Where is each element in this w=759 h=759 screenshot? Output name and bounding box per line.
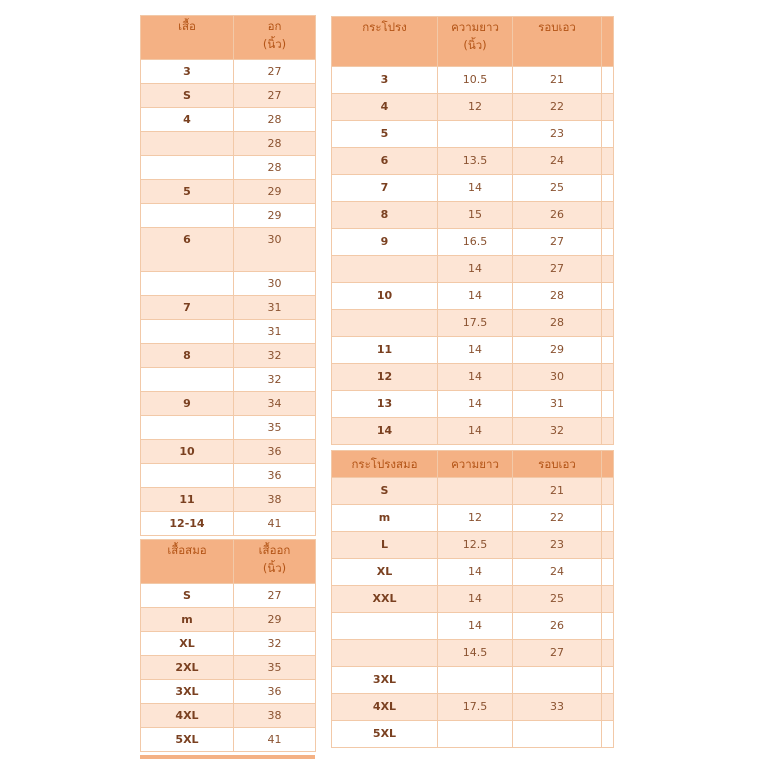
- cell-size: S: [332, 478, 438, 505]
- cell-size: 5: [332, 121, 438, 148]
- cell-extra: [602, 640, 614, 667]
- cell-extra: [602, 148, 614, 175]
- cell-size: 12: [332, 364, 438, 391]
- cell-size: [332, 640, 438, 667]
- cell-size: XXL: [332, 586, 438, 613]
- cell-chest: 27: [234, 84, 316, 108]
- cell-extra: [602, 310, 614, 337]
- cell-size: [141, 132, 234, 156]
- cell-extra: [602, 94, 614, 121]
- cell-waist: 27: [513, 256, 602, 283]
- table-row: [141, 392, 316, 416]
- cell-size: 5XL: [141, 728, 234, 752]
- smock-skirt-table-header: [332, 451, 614, 478]
- cell-length: 14: [438, 391, 513, 418]
- cell-length: [438, 478, 513, 505]
- cell-size: m: [141, 608, 234, 632]
- cell-extra: [602, 175, 614, 202]
- table-row: [332, 256, 614, 283]
- cell-chest: 28: [234, 156, 316, 180]
- cell-waist: 32: [513, 418, 602, 445]
- cell-chest: 38: [234, 488, 316, 512]
- cell-waist: 31: [513, 391, 602, 418]
- shirt-table-header: [141, 16, 316, 60]
- cell-extra: [602, 229, 614, 256]
- cell-chest: 41: [234, 728, 316, 752]
- cell-extra: [602, 418, 614, 445]
- cell-extra: [602, 721, 614, 748]
- cell-chest: 29: [234, 204, 316, 228]
- table-row: [332, 310, 614, 337]
- cell-length: 14: [438, 256, 513, 283]
- cell-size: [332, 256, 438, 283]
- cell-size: 14: [332, 418, 438, 445]
- table-row: [141, 156, 316, 180]
- cell-chest: 38: [234, 704, 316, 728]
- cell-chest: 30: [234, 228, 316, 272]
- cell-length: 14: [438, 418, 513, 445]
- header-length: ความยาว: [438, 451, 513, 478]
- cell-waist: 22: [513, 505, 602, 532]
- table-row: [141, 632, 316, 656]
- cell-size: S: [141, 84, 234, 108]
- table-row: [332, 640, 614, 667]
- cell-length: 14: [438, 337, 513, 364]
- skirt-table-header: [332, 17, 614, 67]
- cell-size: [332, 613, 438, 640]
- cell-length: 14: [438, 559, 513, 586]
- header-chest: เสื้ออก (นิ้ว): [234, 540, 316, 584]
- cell-chest: 36: [234, 440, 316, 464]
- cell-waist: 23: [513, 121, 602, 148]
- cell-size: 11: [141, 488, 234, 512]
- table-row: [141, 488, 316, 512]
- header-waist: รอบเอว: [513, 17, 602, 67]
- cell-size: 9: [332, 229, 438, 256]
- cell-chest: 35: [234, 416, 316, 440]
- table-row: [332, 94, 614, 121]
- cell-waist: 28: [513, 283, 602, 310]
- cell-size: 6: [332, 148, 438, 175]
- table-row: [141, 60, 316, 84]
- cell-waist: 28: [513, 310, 602, 337]
- cell-size: [332, 310, 438, 337]
- cell-extra: [602, 532, 614, 559]
- cell-size: 3XL: [141, 680, 234, 704]
- cell-size: 6: [141, 228, 234, 272]
- cell-waist: 30: [513, 364, 602, 391]
- cell-size: 5: [141, 180, 234, 204]
- cell-size: 13: [332, 391, 438, 418]
- table-row: [332, 559, 614, 586]
- shirt-size-table: [140, 15, 316, 536]
- cell-waist: [513, 721, 602, 748]
- cell-waist: 21: [513, 67, 602, 94]
- cell-extra: [602, 391, 614, 418]
- cell-size: XL: [332, 559, 438, 586]
- cell-size: 3: [332, 67, 438, 94]
- table-row: [141, 204, 316, 228]
- cell-waist: 26: [513, 202, 602, 229]
- table-row: [332, 613, 614, 640]
- cell-extra: [602, 202, 614, 229]
- table-row: [332, 586, 614, 613]
- cell-size: 2XL: [141, 656, 234, 680]
- table-row: [332, 148, 614, 175]
- cell-size: 7: [332, 175, 438, 202]
- cell-length: 14: [438, 613, 513, 640]
- cell-chest: 27: [234, 584, 316, 608]
- skirt-size-table: [331, 16, 614, 445]
- cell-chest: 34: [234, 392, 316, 416]
- cell-length: 17.5: [438, 310, 513, 337]
- cell-size: [141, 272, 234, 296]
- cell-extra: [602, 478, 614, 505]
- cell-waist: 26: [513, 613, 602, 640]
- table-row: [141, 416, 316, 440]
- table-row: [141, 84, 316, 108]
- table-row: [141, 680, 316, 704]
- table-row: [332, 121, 614, 148]
- table-row: [141, 656, 316, 680]
- cell-chest: 31: [234, 320, 316, 344]
- cell-size: 3: [141, 60, 234, 84]
- table-row: [332, 283, 614, 310]
- table-row: [141, 512, 316, 536]
- table-row: [141, 608, 316, 632]
- cell-chest: 32: [234, 632, 316, 656]
- cell-size: 7: [141, 296, 234, 320]
- table-row: [141, 228, 316, 272]
- cell-waist: 22: [513, 94, 602, 121]
- cell-size: 10: [332, 283, 438, 310]
- cell-length: 12: [438, 94, 513, 121]
- cell-size: 4XL: [332, 694, 438, 721]
- cell-length: 16.5: [438, 229, 513, 256]
- table-row: [332, 364, 614, 391]
- table-row: [332, 229, 614, 256]
- table-row: [141, 584, 316, 608]
- header-size: เสื้อสมอ: [141, 540, 234, 584]
- cell-waist: 25: [513, 586, 602, 613]
- cell-extra: [602, 613, 614, 640]
- cell-length: 10.5: [438, 67, 513, 94]
- cell-extra: [602, 364, 614, 391]
- cell-chest: 29: [234, 180, 316, 204]
- table-row: [141, 728, 316, 752]
- cell-size: m: [332, 505, 438, 532]
- cell-size: 11: [332, 337, 438, 364]
- cell-size: 4: [332, 94, 438, 121]
- header-length: ความยาว (นิ้ว): [438, 17, 513, 67]
- table-row: [141, 272, 316, 296]
- cell-waist: 21: [513, 478, 602, 505]
- table-row: [332, 202, 614, 229]
- cell-extra: [602, 121, 614, 148]
- cell-length: 14: [438, 283, 513, 310]
- cell-length: [438, 121, 513, 148]
- cell-waist: 27: [513, 640, 602, 667]
- table-row: [332, 67, 614, 94]
- cell-length: 13.5: [438, 148, 513, 175]
- cell-extra: [602, 337, 614, 364]
- cell-size: [141, 368, 234, 392]
- smock-skirt-size-table: [331, 450, 614, 748]
- cell-size: [141, 464, 234, 488]
- cell-chest: 28: [234, 108, 316, 132]
- cell-size: L: [332, 532, 438, 559]
- cell-length: 14: [438, 586, 513, 613]
- table-row: [332, 721, 614, 748]
- cell-length: 15: [438, 202, 513, 229]
- cell-size: [141, 156, 234, 180]
- cell-size: 12-14: [141, 512, 234, 536]
- cell-length: [438, 667, 513, 694]
- table-row: [141, 344, 316, 368]
- header-extra: [602, 451, 614, 478]
- cell-extra: [602, 559, 614, 586]
- cell-chest: 35: [234, 656, 316, 680]
- cell-size: XL: [141, 632, 234, 656]
- cell-chest: 36: [234, 680, 316, 704]
- cell-extra: [602, 67, 614, 94]
- cell-waist: 24: [513, 148, 602, 175]
- smock-shirt-size-table: [140, 539, 316, 752]
- table-row: [141, 320, 316, 344]
- cell-length: 12: [438, 505, 513, 532]
- cell-extra: [602, 283, 614, 310]
- cell-chest: 29: [234, 608, 316, 632]
- cell-size: 4: [141, 108, 234, 132]
- cell-size: 10: [141, 440, 234, 464]
- table-row: [141, 108, 316, 132]
- cell-extra: [602, 586, 614, 613]
- cell-chest: 41: [234, 512, 316, 536]
- table-row: [141, 440, 316, 464]
- table-row: [141, 180, 316, 204]
- cell-chest: 30: [234, 272, 316, 296]
- table-row: [332, 694, 614, 721]
- table-row: [141, 132, 316, 156]
- cell-size: [141, 204, 234, 228]
- cell-chest: 36: [234, 464, 316, 488]
- cell-size: S: [141, 584, 234, 608]
- cell-length: 14: [438, 364, 513, 391]
- table-row: [332, 418, 614, 445]
- cell-waist: 33: [513, 694, 602, 721]
- cell-waist: 24: [513, 559, 602, 586]
- cell-size: 5XL: [332, 721, 438, 748]
- header-chest: อก (นิ้ว): [234, 16, 316, 60]
- header-size: กระโปรงสมอ: [332, 451, 438, 478]
- header-size: เสื้อ: [141, 16, 234, 60]
- cell-size: 8: [332, 202, 438, 229]
- cell-size: [141, 416, 234, 440]
- cell-length: 12.5: [438, 532, 513, 559]
- cell-waist: 27: [513, 229, 602, 256]
- cell-extra: [602, 667, 614, 694]
- table-row: [332, 505, 614, 532]
- cell-size: 4XL: [141, 704, 234, 728]
- cell-chest: 27: [234, 60, 316, 84]
- cell-size: [141, 320, 234, 344]
- smock-shirt-table-header: [141, 540, 316, 584]
- table-row: [141, 296, 316, 320]
- cell-size: 8: [141, 344, 234, 368]
- header-extra: [602, 17, 614, 67]
- cell-chest: 32: [234, 344, 316, 368]
- cell-extra: [602, 256, 614, 283]
- cell-chest: 28: [234, 132, 316, 156]
- table-row: [141, 464, 316, 488]
- cell-chest: 32: [234, 368, 316, 392]
- cell-size: 9: [141, 392, 234, 416]
- table-row: [141, 368, 316, 392]
- cell-extra: [602, 505, 614, 532]
- table-row: [332, 532, 614, 559]
- table-row: [332, 337, 614, 364]
- table-row: [332, 175, 614, 202]
- cell-length: 14: [438, 175, 513, 202]
- cell-size: 3XL: [332, 667, 438, 694]
- cell-extra: [602, 694, 614, 721]
- cell-length: 14.5: [438, 640, 513, 667]
- cell-chest: 31: [234, 296, 316, 320]
- cell-waist: 23: [513, 532, 602, 559]
- cell-waist: 29: [513, 337, 602, 364]
- table-row: [332, 391, 614, 418]
- header-size: กระโปรง: [332, 17, 438, 67]
- table-row: [332, 478, 614, 505]
- cell-length: 17.5: [438, 694, 513, 721]
- cell-length: [438, 721, 513, 748]
- cell-waist: [513, 667, 602, 694]
- table-row: [332, 667, 614, 694]
- cell-waist: 25: [513, 175, 602, 202]
- header-waist: รอบเอว: [513, 451, 602, 478]
- table-bottom-strip: [140, 755, 315, 759]
- table-row: [141, 704, 316, 728]
